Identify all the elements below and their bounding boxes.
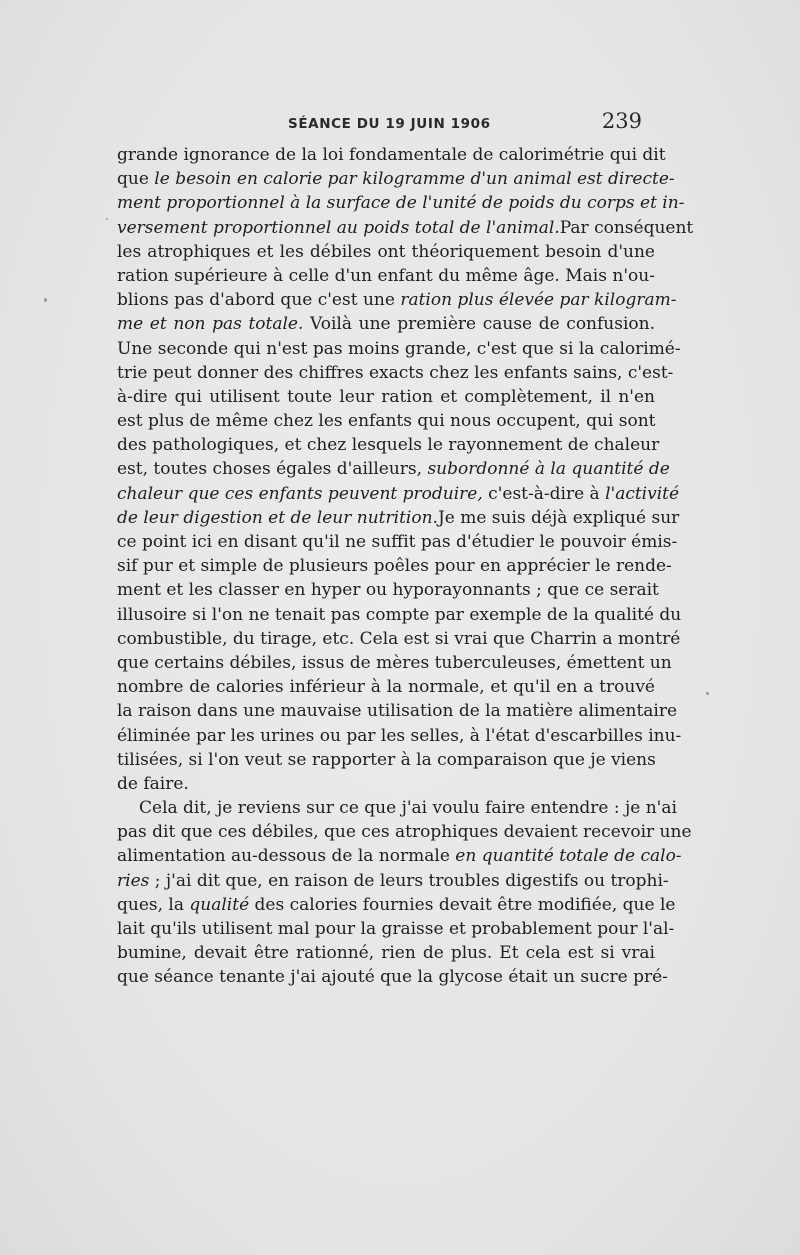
text-line <box>117 167 675 191</box>
text-line <box>117 627 681 651</box>
scan-speck <box>44 298 47 302</box>
body-text <box>117 143 694 990</box>
text-line <box>117 724 682 748</box>
text-run: ques, la <box>117 894 190 915</box>
text-run: est plus de même chez les enfants qui nous occupent, qui sont <box>117 411 656 432</box>
text-run: alimentation au-dessous de la normale <box>117 846 456 867</box>
text-run: ration supérieure à celle d'un enfant du même âge. Mais n'ou- <box>117 265 655 286</box>
text-line <box>117 965 668 989</box>
italic-run: ration plus élevée par kilogram- <box>400 290 677 311</box>
text-line <box>117 433 660 457</box>
page-header <box>118 109 654 138</box>
italic-run: l'activité <box>605 483 680 504</box>
text-run: que séance tenante j'ai ajouté que la glycose était un sucre pré- <box>117 967 668 988</box>
text-run: des calories fournies devait être modifiée, que le <box>249 894 676 915</box>
text-line <box>117 869 669 893</box>
text-run: Par conséquent <box>559 217 694 238</box>
text-line <box>117 578 659 602</box>
text-line <box>117 361 674 385</box>
text-line <box>117 699 678 723</box>
italic-run: ment proportionnel à la surface de l'unité de poids du corps et in- <box>117 193 685 214</box>
text-line <box>117 457 670 481</box>
text-run: éliminée par les urines ou par les selles, à l'état d'escarbilles inu- <box>117 725 682 746</box>
text-line <box>117 288 677 312</box>
italic-run: me et non pas totale. <box>117 314 304 335</box>
text-line <box>117 772 655 796</box>
text-run: grande ignorance de la loi fondamentale de calorimétrie qui dit <box>117 145 666 165</box>
running-title: SÉANCE DU 19 JUIN 1906 <box>288 116 491 132</box>
text-run: est, toutes choses égales d'ailleurs, <box>117 459 428 480</box>
text-run: c'est-à-dire à <box>482 483 606 504</box>
text-line <box>117 651 672 675</box>
italic-run: qualité <box>189 894 250 915</box>
text-line <box>117 191 685 215</box>
text-line <box>117 482 680 506</box>
text-line <box>117 844 682 868</box>
text-run: sif pur et simple de plusieurs poêles pour en apprécier le rende- <box>117 556 672 577</box>
text-run: ; j'ai dit que, en raison de leurs troubles digestifs ou trophi- <box>149 870 669 891</box>
text-run: illusoire si l'on ne tenait pas compte par exemple de la qualité du <box>117 604 682 625</box>
italic-run: en quantité totale de calo- <box>455 846 682 867</box>
text-run: Cela dit, je reviens sur ce que j'ai voulu faire entendre : je n'ai <box>139 798 677 819</box>
text-line <box>117 554 672 578</box>
italic-run: ries <box>117 870 150 891</box>
text-line <box>117 820 692 844</box>
text-run: ce point ici en disant qu'il ne suffit pas d'étudier le pouvoir émis- <box>117 532 678 552</box>
text-run: bumine, devait être rationné, rien de plus. Et cela est si vrai <box>117 943 655 964</box>
text-line <box>117 893 676 917</box>
text-line <box>117 409 655 433</box>
text-line <box>117 143 666 167</box>
text-run: que certains débiles, issus de mères tuberculeuses, émettent un <box>117 652 672 673</box>
page-number: 239 <box>601 109 642 133</box>
text-run: lait qu'ils utilisent mal pour la graisse et probablement pour l'al- <box>117 919 675 939</box>
text-line <box>117 748 655 772</box>
text-run: Je me suis déjà expliqué sur <box>437 507 680 528</box>
text-run: que <box>117 169 155 190</box>
text-line <box>117 603 682 627</box>
text-run: ment et les classer en hyper ou hyporayonnants ; que ce serait <box>117 580 659 601</box>
text-run: tilisées, si l'on veut se rapporter à la comparaison que je viens <box>117 749 656 770</box>
text-run: des pathologiques, et chez lesquels le rayonnement de chaleur <box>117 435 660 456</box>
text-run: nombre de calories inférieur à la normale, et qu'il en a trouvé <box>117 677 655 698</box>
text-run: Voilà une première cause de confusion. <box>303 314 655 335</box>
text-run: Une seconde qui n'est pas moins grande, c'est que si la calorimé- <box>117 338 681 359</box>
text-line <box>117 337 681 361</box>
italic-run: de leur digestion et de leur nutrition. <box>117 507 438 528</box>
text-line <box>117 917 675 941</box>
text-line <box>117 941 655 965</box>
text-run: à-dire qui utilisent toute leur ration et complètement, il n'en <box>117 386 655 407</box>
text-run: blions pas d'abord que c'est une <box>117 290 401 311</box>
text-run: les atrophiques et les débiles ont théoriquement besoin d'une <box>117 241 655 262</box>
italic-run: le besoin en calorie par kilogramme d'un animal est directe- <box>154 169 675 190</box>
text-run: la raison dans une mauvaise utilisation de la matière alimentaire <box>117 701 678 722</box>
scan-speck <box>706 692 709 695</box>
text-line <box>117 506 680 530</box>
text-line <box>117 796 677 820</box>
text-line <box>117 530 678 554</box>
text-line <box>117 216 694 240</box>
scan-speck <box>106 218 108 220</box>
italic-run: subordonné à la quantité de <box>427 459 670 480</box>
italic-run: chaleur que ces enfants peuvent produire, <box>117 483 483 504</box>
text-run: combustible, du tirage, etc. Cela est si vrai que Charrin a montré <box>117 628 681 649</box>
text-run: pas dit que ces débiles, que ces atrophiques devaient recevoir une <box>117 822 692 843</box>
text-line <box>117 385 655 409</box>
text-run: de faire. <box>117 773 189 794</box>
text-run: trie peut donner des chiffres exacts chez les enfants sains, c'est- <box>117 362 674 383</box>
text-line <box>117 240 655 264</box>
text-line <box>117 675 655 699</box>
text-line <box>117 312 655 336</box>
italic-run: versement proportionnel au poids total de l'animal. <box>117 217 560 238</box>
text-line <box>117 264 655 288</box>
